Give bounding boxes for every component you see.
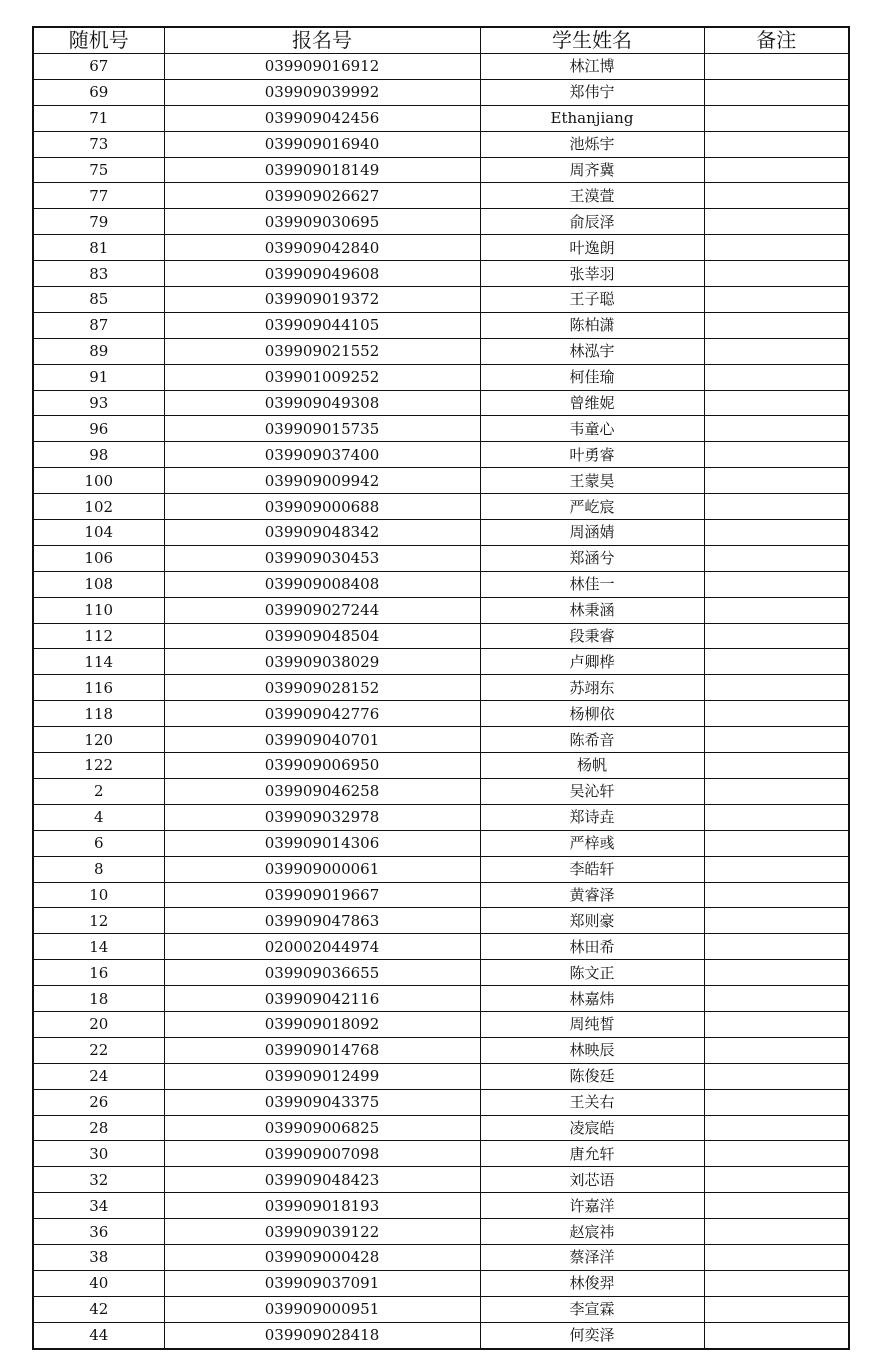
table-row: [33, 442, 849, 468]
remarks-cell: [704, 649, 849, 675]
table-row: [33, 390, 849, 416]
random-number-cell: 93: [33, 390, 164, 416]
random-number-cell: 34: [33, 1193, 164, 1219]
registration-number-cell: 039909021552: [164, 338, 480, 364]
random-number-cell: 100: [33, 468, 164, 494]
registration-number-cell: 039909032978: [164, 804, 480, 830]
remarks-cell: [704, 520, 849, 546]
random-number-cell: 112: [33, 623, 164, 649]
student-name-cell: 韦童心: [480, 416, 704, 442]
registration-number-cell: 039901009252: [164, 364, 480, 390]
registration-number-cell: 039909000951: [164, 1296, 480, 1322]
registration-number-cell: 039909047863: [164, 908, 480, 934]
table-row: [33, 1141, 849, 1167]
table-row: [33, 804, 849, 830]
remarks-cell: [704, 1141, 849, 1167]
remarks-cell: [704, 1244, 849, 1270]
random-number-cell: 91: [33, 364, 164, 390]
remarks-cell: [704, 545, 849, 571]
table-row: [33, 908, 849, 934]
registration-number-cell: 039909008408: [164, 571, 480, 597]
registration-number-cell: 039909028418: [164, 1322, 480, 1348]
remarks-cell: [704, 753, 849, 779]
student-name-cell: 杨柳依: [480, 701, 704, 727]
registration-number-cell: 039909038029: [164, 649, 480, 675]
registration-number-cell: 039909039992: [164, 79, 480, 105]
random-number-cell: 6: [33, 830, 164, 856]
random-number-cell: 108: [33, 571, 164, 597]
random-number-cell: 71: [33, 105, 164, 131]
student-name-cell: 郑伟宁: [480, 79, 704, 105]
remarks-cell: [704, 934, 849, 960]
registration-number-cell: 039909016912: [164, 54, 480, 80]
random-number-cell: 75: [33, 157, 164, 183]
random-number-cell: 116: [33, 675, 164, 701]
random-number-cell: 8: [33, 856, 164, 882]
table-row: [33, 1115, 849, 1141]
table-row: [33, 157, 849, 183]
table-row: [33, 1244, 849, 1270]
remarks-cell: [704, 1193, 849, 1219]
remarks-cell: [704, 675, 849, 701]
random-number-cell: 22: [33, 1037, 164, 1063]
registration-number-cell: 039909037091: [164, 1270, 480, 1296]
random-number-cell: 96: [33, 416, 164, 442]
random-number-cell: 18: [33, 986, 164, 1012]
student-name-cell: 林泓宇: [480, 338, 704, 364]
remarks-cell: [704, 468, 849, 494]
registration-number-cell: 039909015735: [164, 416, 480, 442]
random-number-cell: 44: [33, 1322, 164, 1348]
registration-number-cell: 039909042456: [164, 105, 480, 131]
random-number-cell: 42: [33, 1296, 164, 1322]
student-name-cell: 曾维妮: [480, 390, 704, 416]
table-row: [33, 882, 849, 908]
remarks-cell: [704, 338, 849, 364]
random-number-cell: 73: [33, 131, 164, 157]
random-number-cell: 110: [33, 597, 164, 623]
remarks-cell: [704, 54, 849, 80]
table-row: [33, 287, 849, 313]
random-number-cell: 114: [33, 649, 164, 675]
table-row: [33, 494, 849, 520]
header-row: [33, 27, 849, 54]
table-row: [33, 520, 849, 546]
registration-number-cell: 039909037400: [164, 442, 480, 468]
remarks-cell: [704, 209, 849, 235]
header-student-name: 学生姓名: [480, 27, 704, 54]
table-row: [33, 830, 849, 856]
random-number-cell: 38: [33, 1244, 164, 1270]
remarks-cell: [704, 1322, 849, 1348]
remarks-cell: [704, 1089, 849, 1115]
registration-number-cell: 039909018092: [164, 1011, 480, 1037]
random-number-cell: 28: [33, 1115, 164, 1141]
table-row: [33, 312, 849, 338]
table-row: [33, 261, 849, 287]
student-name-cell: Ethanjiang: [480, 105, 704, 131]
table-row: [33, 1037, 849, 1063]
registration-number-cell: 039909000061: [164, 856, 480, 882]
student-name-cell: 林佳一: [480, 571, 704, 597]
student-name-cell: 郑则豪: [480, 908, 704, 934]
random-number-cell: 2: [33, 778, 164, 804]
student-name-cell: 严梓彧: [480, 830, 704, 856]
registration-number-cell: 039909042116: [164, 986, 480, 1012]
student-name-cell: 林秉涵: [480, 597, 704, 623]
registration-number-cell: 039909042840: [164, 235, 480, 261]
table-row: [33, 1296, 849, 1322]
remarks-cell: [704, 960, 849, 986]
remarks-cell: [704, 79, 849, 105]
table-row: [33, 1063, 849, 1089]
student-name-cell: 王漠萱: [480, 183, 704, 209]
random-number-cell: 16: [33, 960, 164, 986]
remarks-cell: [704, 261, 849, 287]
remarks-cell: [704, 287, 849, 313]
random-number-cell: 122: [33, 753, 164, 779]
registration-number-cell: 039909046258: [164, 778, 480, 804]
student-name-cell: 严屹宸: [480, 494, 704, 520]
remarks-cell: [704, 856, 849, 882]
student-name-cell: 杨帆: [480, 753, 704, 779]
table-row: [33, 1011, 849, 1037]
table-row: [33, 623, 849, 649]
random-number-cell: 24: [33, 1063, 164, 1089]
registration-number-cell: 039909018149: [164, 157, 480, 183]
registration-number-cell: 039909000688: [164, 494, 480, 520]
remarks-cell: [704, 494, 849, 520]
student-name-cell: 吴沁轩: [480, 778, 704, 804]
registration-number-cell: 039909014768: [164, 1037, 480, 1063]
table-row: [33, 778, 849, 804]
registration-number-cell: 039909028152: [164, 675, 480, 701]
random-number-cell: 20: [33, 1011, 164, 1037]
remarks-cell: [704, 623, 849, 649]
remarks-cell: [704, 105, 849, 131]
table-row: [33, 753, 849, 779]
table-row: [33, 468, 849, 494]
remarks-cell: [704, 235, 849, 261]
table-body: [33, 54, 849, 1349]
remarks-cell: [704, 571, 849, 597]
student-name-cell: 周涵婧: [480, 520, 704, 546]
registration-number-cell: 039909014306: [164, 830, 480, 856]
student-name-cell: 叶逸朗: [480, 235, 704, 261]
table-row: [33, 727, 849, 753]
student-name-cell: 赵宸祎: [480, 1219, 704, 1245]
registration-number-cell: 039909040701: [164, 727, 480, 753]
remarks-cell: [704, 1115, 849, 1141]
registration-number-cell: 039909026627: [164, 183, 480, 209]
student-name-cell: 林映辰: [480, 1037, 704, 1063]
student-name-cell: 蔡泽洋: [480, 1244, 704, 1270]
registration-number-cell: 039909048504: [164, 623, 480, 649]
registration-number-cell: 039909044105: [164, 312, 480, 338]
table-row: [33, 183, 849, 209]
student-name-cell: 刘芯语: [480, 1167, 704, 1193]
table-row: [33, 416, 849, 442]
registration-number-cell: 039909048342: [164, 520, 480, 546]
random-number-cell: 10: [33, 882, 164, 908]
student-name-cell: 王蒙昊: [480, 468, 704, 494]
table-row: [33, 54, 849, 80]
table-row: [33, 649, 849, 675]
registration-number-cell: 039909018193: [164, 1193, 480, 1219]
table-row: [33, 105, 849, 131]
roster-table: [32, 26, 850, 1350]
remarks-cell: [704, 390, 849, 416]
table-row: [33, 79, 849, 105]
random-number-cell: 120: [33, 727, 164, 753]
student-name-cell: 林田希: [480, 934, 704, 960]
student-name-cell: 郑涵兮: [480, 545, 704, 571]
table-row: [33, 131, 849, 157]
student-name-cell: 苏翊东: [480, 675, 704, 701]
registration-number-cell: 039909049608: [164, 261, 480, 287]
registration-number-cell: 039909030695: [164, 209, 480, 235]
student-name-cell: 叶勇睿: [480, 442, 704, 468]
student-name-cell: 池烁宇: [480, 131, 704, 157]
random-number-cell: 36: [33, 1219, 164, 1245]
table-row: [33, 1270, 849, 1296]
student-name-cell: 柯佳瑜: [480, 364, 704, 390]
registration-number-cell: 039909006825: [164, 1115, 480, 1141]
table-row: [33, 597, 849, 623]
table-row: [33, 235, 849, 261]
table-row: [33, 338, 849, 364]
remarks-cell: [704, 882, 849, 908]
table-row: [33, 934, 849, 960]
student-name-cell: 何奕泽: [480, 1322, 704, 1348]
random-number-cell: 87: [33, 312, 164, 338]
registration-number-cell: 039909007098: [164, 1141, 480, 1167]
random-number-cell: 69: [33, 79, 164, 105]
student-name-cell: 林嘉炜: [480, 986, 704, 1012]
random-number-cell: 81: [33, 235, 164, 261]
random-number-cell: 102: [33, 494, 164, 520]
student-name-cell: 周纯皙: [480, 1011, 704, 1037]
student-name-cell: 陈希音: [480, 727, 704, 753]
remarks-cell: [704, 157, 849, 183]
table-row: [33, 1089, 849, 1115]
remarks-cell: [704, 727, 849, 753]
remarks-cell: [704, 597, 849, 623]
header-random-number: 随机号: [33, 27, 164, 54]
registration-number-cell: 039909016940: [164, 131, 480, 157]
remarks-cell: [704, 804, 849, 830]
registration-number-cell: 039909036655: [164, 960, 480, 986]
random-number-cell: 26: [33, 1089, 164, 1115]
remarks-cell: [704, 1296, 849, 1322]
table-row: [33, 856, 849, 882]
remarks-cell: [704, 312, 849, 338]
student-name-cell: 许嘉洋: [480, 1193, 704, 1219]
remarks-cell: [704, 1219, 849, 1245]
registration-number-cell: 039909000428: [164, 1244, 480, 1270]
student-name-cell: 段秉睿: [480, 623, 704, 649]
registration-number-cell: 039909009942: [164, 468, 480, 494]
table-row: [33, 1219, 849, 1245]
random-number-cell: 14: [33, 934, 164, 960]
random-number-cell: 98: [33, 442, 164, 468]
student-name-cell: 唐允轩: [480, 1141, 704, 1167]
student-name-cell: 王关右: [480, 1089, 704, 1115]
random-number-cell: 67: [33, 54, 164, 80]
random-number-cell: 106: [33, 545, 164, 571]
table-header: [33, 27, 849, 54]
remarks-cell: [704, 1270, 849, 1296]
remarks-cell: [704, 1063, 849, 1089]
registration-number-cell: 020002044974: [164, 934, 480, 960]
random-number-cell: 32: [33, 1167, 164, 1193]
student-name-cell: 王子聪: [480, 287, 704, 313]
registration-number-cell: 039909039122: [164, 1219, 480, 1245]
registration-number-cell: 039909042776: [164, 701, 480, 727]
remarks-cell: [704, 986, 849, 1012]
random-number-cell: 4: [33, 804, 164, 830]
student-name-cell: 林俊羿: [480, 1270, 704, 1296]
remarks-cell: [704, 1011, 849, 1037]
remarks-cell: [704, 442, 849, 468]
random-number-cell: 118: [33, 701, 164, 727]
random-number-cell: 104: [33, 520, 164, 546]
header-remarks: 备注: [704, 27, 849, 54]
table-row: [33, 960, 849, 986]
student-name-cell: 周齐冀: [480, 157, 704, 183]
table-row: [33, 545, 849, 571]
remarks-cell: [704, 183, 849, 209]
registration-number-cell: 039909006950: [164, 753, 480, 779]
remarks-cell: [704, 701, 849, 727]
remarks-cell: [704, 778, 849, 804]
registration-number-cell: 039909019372: [164, 287, 480, 313]
student-name-cell: 凌宸皓: [480, 1115, 704, 1141]
random-number-cell: 83: [33, 261, 164, 287]
registration-number-cell: 039909027244: [164, 597, 480, 623]
registration-number-cell: 039909048423: [164, 1167, 480, 1193]
header-registration-number: 报名号: [164, 27, 480, 54]
student-name-cell: 陈柏潇: [480, 312, 704, 338]
student-name-cell: 卢卿桦: [480, 649, 704, 675]
registration-number-cell: 039909043375: [164, 1089, 480, 1115]
random-number-cell: 77: [33, 183, 164, 209]
student-name-cell: 黄睿泽: [480, 882, 704, 908]
table-row: [33, 675, 849, 701]
student-name-cell: 李皓轩: [480, 856, 704, 882]
registration-number-cell: 039909012499: [164, 1063, 480, 1089]
student-name-cell: 郑诗垚: [480, 804, 704, 830]
table-row: [33, 209, 849, 235]
remarks-cell: [704, 1167, 849, 1193]
remarks-cell: [704, 1037, 849, 1063]
random-number-cell: 30: [33, 1141, 164, 1167]
random-number-cell: 85: [33, 287, 164, 313]
random-number-cell: 79: [33, 209, 164, 235]
student-name-cell: 陈文正: [480, 960, 704, 986]
remarks-cell: [704, 908, 849, 934]
student-name-cell: 俞辰泽: [480, 209, 704, 235]
remarks-cell: [704, 131, 849, 157]
table-row: [33, 364, 849, 390]
table-row: [33, 1193, 849, 1219]
table-row: [33, 1322, 849, 1348]
registration-number-cell: 039909019667: [164, 882, 480, 908]
registration-number-cell: 039909049308: [164, 390, 480, 416]
student-name-cell: 李宣霖: [480, 1296, 704, 1322]
table-row: [33, 1167, 849, 1193]
student-name-cell: 张莘羽: [480, 261, 704, 287]
remarks-cell: [704, 830, 849, 856]
table-row: [33, 986, 849, 1012]
remarks-cell: [704, 416, 849, 442]
table-row: [33, 701, 849, 727]
student-name-cell: 林江博: [480, 54, 704, 80]
student-name-cell: 陈俊廷: [480, 1063, 704, 1089]
registration-number-cell: 039909030453: [164, 545, 480, 571]
random-number-cell: 40: [33, 1270, 164, 1296]
remarks-cell: [704, 364, 849, 390]
random-number-cell: 89: [33, 338, 164, 364]
random-number-cell: 12: [33, 908, 164, 934]
table-row: [33, 571, 849, 597]
